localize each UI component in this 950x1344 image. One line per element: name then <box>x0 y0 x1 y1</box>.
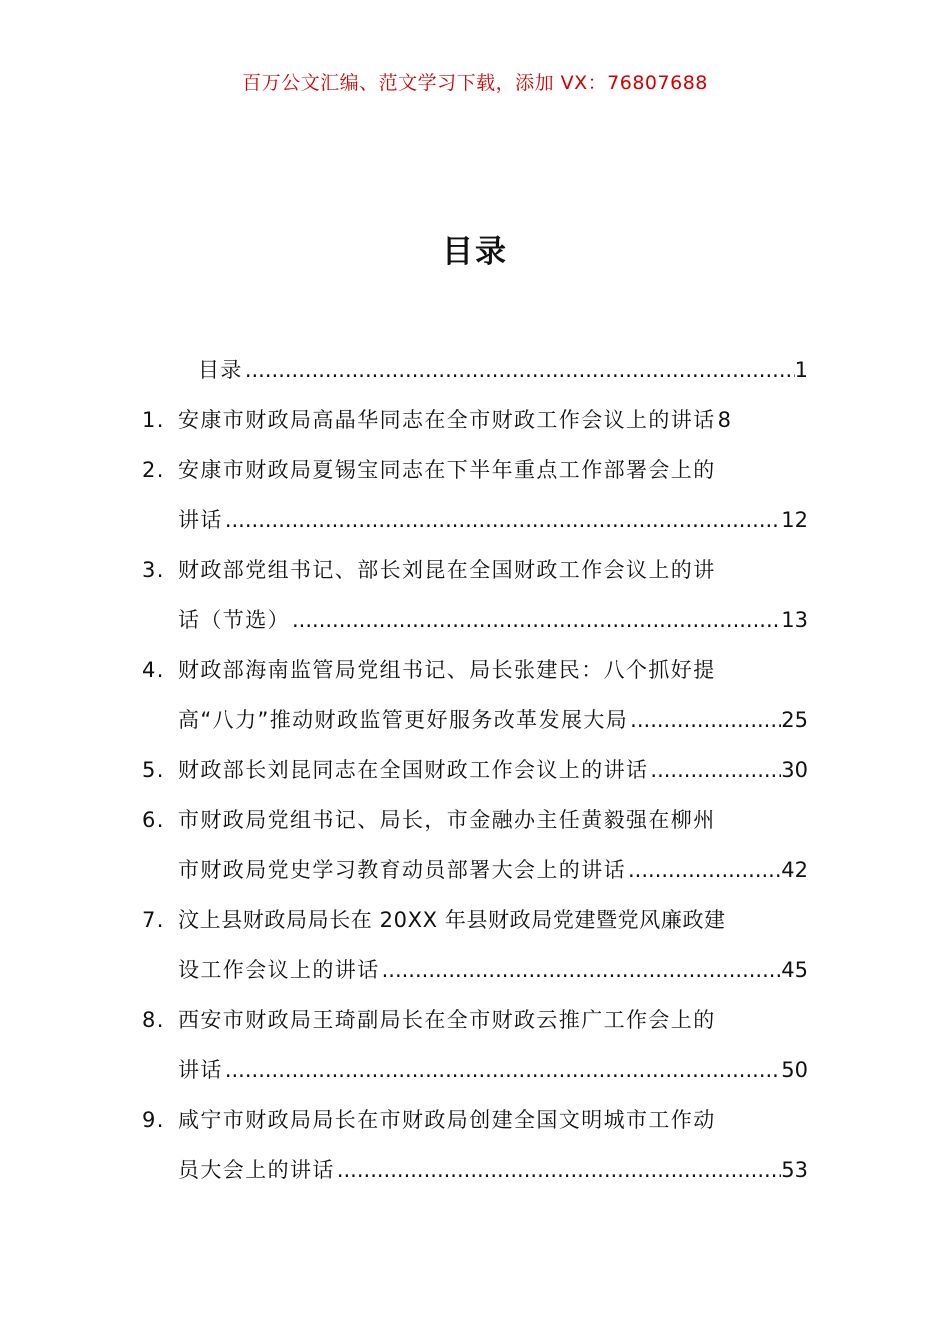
toc-entry-3[interactable] <box>140 545 808 645</box>
toc-page-number: 8 <box>717 408 731 432</box>
toc-entry-text: 市财政局党组书记、局长，市金融办主任黄毅强在柳州 <box>178 808 716 832</box>
toc-entry-text: 安康市财政局夏锡宝同志在下半年重点工作部署会上的 <box>178 458 716 482</box>
toc-entry-number: 3. <box>142 558 165 582</box>
dot-leader <box>243 345 795 395</box>
toc-entry-number: 5. <box>142 758 165 782</box>
toc-page-number: 53 <box>781 1158 808 1182</box>
toc-entry-2[interactable] <box>140 445 808 545</box>
toc-entry-text-continued: 设工作会议上的讲话 <box>178 958 380 982</box>
toc-entry-number: 8. <box>142 1008 165 1032</box>
dot-leader <box>626 845 781 895</box>
toc-entry-text-continued: 市财政局党史学习教育动员部署大会上的讲话 <box>178 858 626 882</box>
toc-entry-number: 6. <box>142 808 165 832</box>
toc-page-number: 12 <box>781 508 808 532</box>
toc-page-number: 30 <box>781 758 808 782</box>
toc-entry-text: 咸宁市财政局局长在市财政局创建全国文明城市工作动 <box>178 1108 716 1132</box>
toc-entry-text: 汶上县财政局局长在 20XX 年县财政局党建暨党风廉政建 <box>178 908 726 932</box>
toc-entry-text: 目录 <box>198 358 243 382</box>
toc-page-number: 45 <box>781 958 808 982</box>
toc-entry-text: 财政部长刘昆同志在全国财政工作会议上的讲话 <box>178 758 649 782</box>
toc-entry-text-continued: 讲话 <box>178 508 223 532</box>
dot-leader <box>223 495 781 545</box>
toc-entry-text: 财政部党组书记、部长刘昆在全国财政工作会议上的讲 <box>178 558 716 582</box>
toc-page-number: 50 <box>781 1058 808 1082</box>
toc-entry-number: 1. <box>142 408 165 432</box>
toc-entry-text-continued: 高“八力”推动财政监管更好服务改革发展大局 <box>178 708 629 732</box>
toc-entry-text-continued: 讲话 <box>178 1058 223 1082</box>
page-title: 目录 <box>442 234 508 270</box>
dot-leader <box>380 945 782 995</box>
toc-entry-contents[interactable] <box>140 345 808 395</box>
dot-leader <box>628 695 781 745</box>
dot-leader <box>648 745 781 795</box>
toc-entry-number: 9. <box>142 1108 165 1132</box>
toc-entry-number: 4. <box>142 658 165 682</box>
toc-entry-6[interactable] <box>140 795 808 895</box>
toc-page-number: 13 <box>781 608 808 632</box>
toc-entry-5[interactable] <box>140 745 808 795</box>
toc-entry-text: 西安市财政局王琦副局长在全市财政云推广工作会上的 <box>178 1008 716 1032</box>
toc-entry-text: 安康市财政局高晶华同志在全市财政工作会议上的讲话 <box>178 408 716 432</box>
toc-entry-text: 财政部海南监管局党组书记、局长张建民：八个抓好提 <box>178 658 716 682</box>
toc-entry-number: 7. <box>142 908 165 932</box>
toc-entry-text-continued: 员大会上的讲话 <box>178 1158 335 1182</box>
dot-leader <box>335 1145 781 1195</box>
toc-page-number: 1 <box>794 358 808 382</box>
toc-entry-9[interactable] <box>140 1095 808 1195</box>
table-of-contents <box>140 345 808 1195</box>
toc-entry-text-continued: 话（节选） <box>178 608 290 632</box>
toc-entry-1[interactable] <box>140 395 808 445</box>
toc-entry-4[interactable] <box>140 645 808 745</box>
toc-page-number: 42 <box>781 858 808 882</box>
watermark-header: 百万公文汇编、范文学习下载，添加 VX：76807688 <box>242 72 708 94</box>
dot-leader <box>223 1045 781 1095</box>
toc-entry-number: 2. <box>142 458 165 482</box>
dot-leader <box>290 595 781 645</box>
toc-entry-7[interactable] <box>140 895 808 995</box>
toc-page-number: 25 <box>781 708 808 732</box>
toc-entry-8[interactable] <box>140 995 808 1095</box>
